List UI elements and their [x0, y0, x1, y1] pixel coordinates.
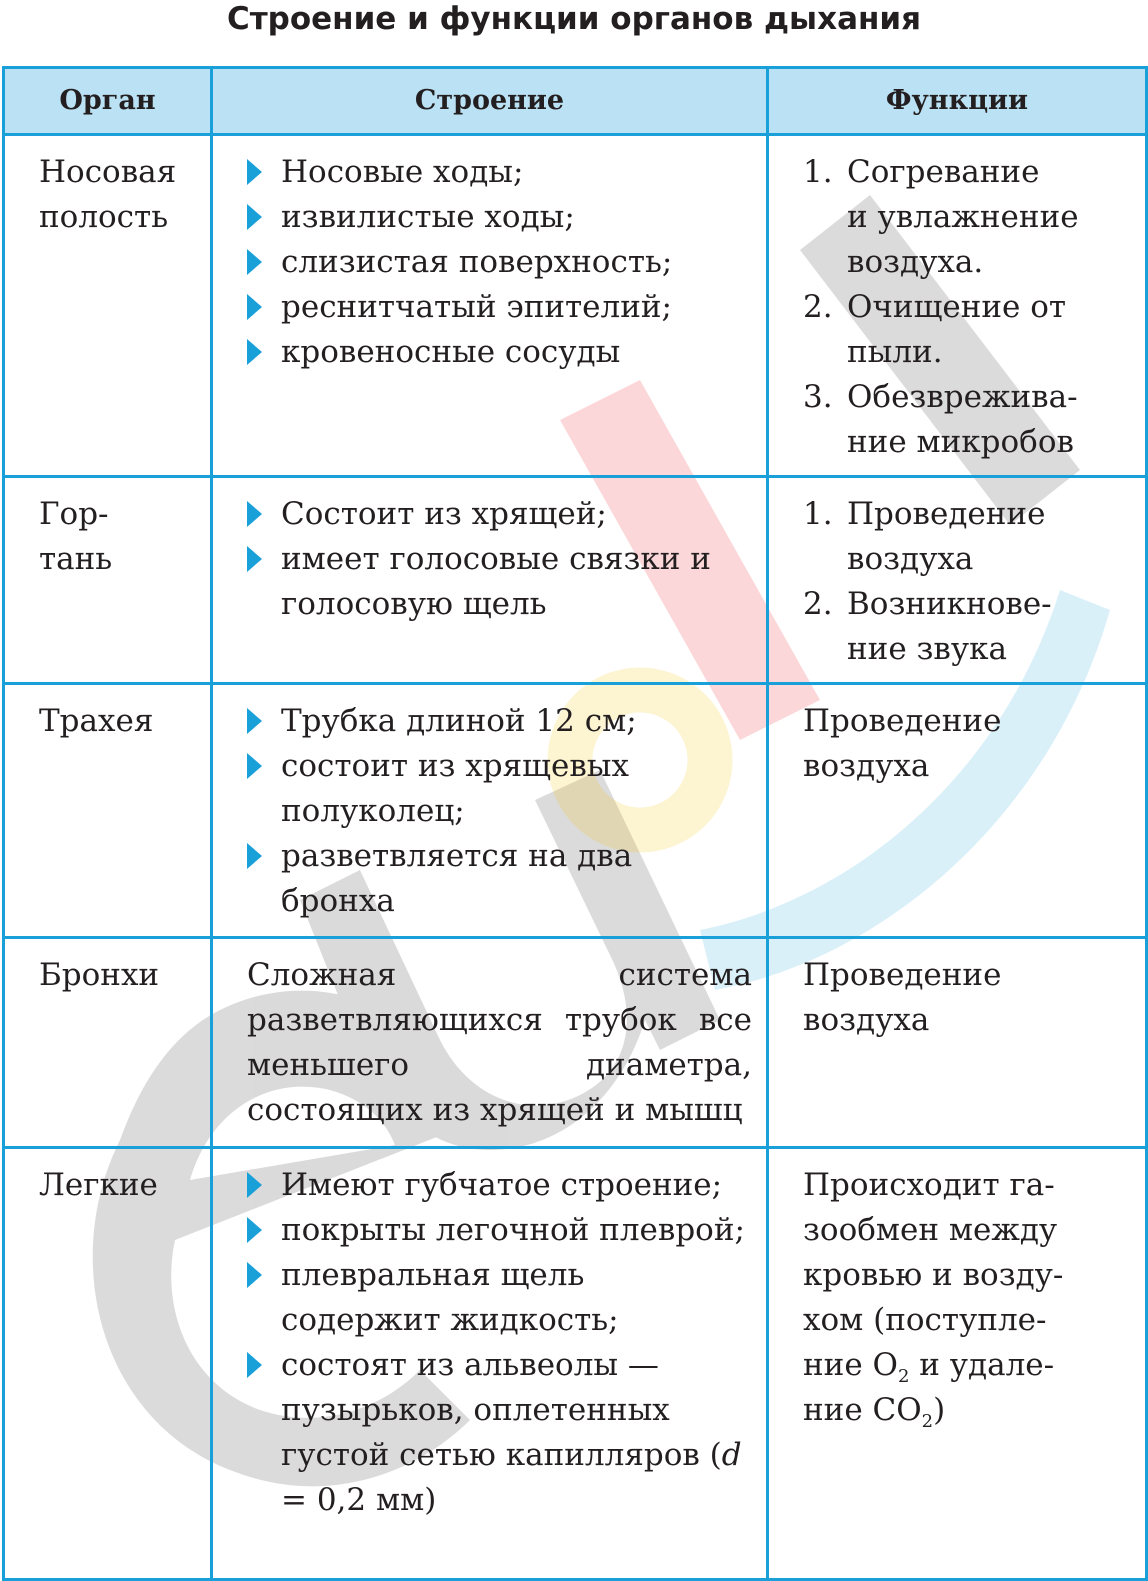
respiratory-organs-table [2, 66, 1148, 1581]
organ-name-line: Легкие [39, 1167, 158, 1203]
organ-cell [4, 684, 212, 938]
organ-name-line: Бронхи [39, 957, 160, 993]
list-item-text: Состоит из хрящей; [281, 496, 607, 532]
list-item [247, 195, 752, 240]
structure-cell [212, 477, 768, 684]
function-text-line: Происходит га- [803, 1167, 1055, 1203]
header-organ: Орган [4, 68, 212, 135]
functions-cell [768, 477, 1147, 684]
organ-cell [4, 938, 212, 1148]
list-item [247, 285, 752, 330]
list-number: 2. [803, 586, 833, 622]
function-text-part: и удале- [909, 1347, 1055, 1383]
function-text-line: Проведение [803, 703, 1002, 739]
list-item [247, 537, 752, 627]
page-title: Строение и функции органов дыхания [226, 1, 922, 37]
list-item [247, 1163, 752, 1208]
list-item-text: состоят из альвеолы — пузырьков, оплетенных густой сетью капилляров ( [281, 1347, 722, 1473]
organ-cell [4, 1148, 212, 1580]
function-text-line: хом (поступле- [803, 1302, 1047, 1338]
list-item-text: Обезврежива- [847, 379, 1078, 415]
organ-cell [4, 135, 212, 477]
subscript: 2 [897, 1366, 910, 1388]
list-item [247, 150, 752, 195]
table-header-row [4, 68, 1147, 135]
structure-cell [212, 1148, 768, 1580]
function-text-line [803, 1388, 1135, 1433]
structure-paragraph: Сложная система разветвляющихся трубок все меньшего диаметра, состоящих из хрящей и мышц [247, 957, 752, 1128]
list-item-text: ние микробов [847, 424, 1074, 460]
list-item [247, 744, 752, 834]
function-text-part: ние O [803, 1347, 898, 1383]
list-item-text: состоит из хрящевых полуколец; [281, 748, 629, 829]
structure-list [247, 699, 752, 924]
structure-list [247, 150, 752, 375]
function-text-line: воздуха [803, 1002, 930, 1038]
triangle-bullet-icon [247, 249, 262, 275]
header-structure: Строение [212, 68, 768, 135]
triangle-bullet-icon [247, 204, 262, 230]
triangle-bullet-icon [247, 1217, 262, 1243]
functions-cell [768, 1148, 1147, 1580]
list-item [247, 492, 752, 537]
functions-cell [768, 135, 1147, 477]
triangle-bullet-icon [247, 1352, 262, 1378]
list-item-text: реснитчатый эпителий; [281, 289, 672, 325]
organ-name-line: Носовая [39, 154, 177, 190]
list-item-text: разветвляется на два бронха [281, 838, 633, 919]
formula-variable: d [721, 1437, 742, 1473]
table-row [4, 1148, 1147, 1580]
list-item-text: имеет голосовые связки и голосовую щель [281, 541, 711, 622]
list-item [247, 1343, 752, 1523]
functions-cell [768, 938, 1147, 1148]
structure-cell [212, 135, 768, 477]
structure-list [247, 1163, 752, 1523]
list-item-text: Трубка длиной 12 см; [281, 703, 637, 739]
triangle-bullet-icon [247, 501, 262, 527]
list-number: 1. [803, 496, 833, 532]
function-text-part: ние CO [803, 1392, 922, 1428]
organ-cell [4, 477, 212, 684]
list-item [247, 330, 752, 375]
list-item [247, 240, 752, 285]
list-item [247, 1208, 752, 1253]
triangle-bullet-icon [247, 1172, 262, 1198]
function-text-line: Проведение [803, 957, 1002, 993]
triangle-bullet-icon [247, 708, 262, 734]
list-item-text: Согревание [847, 154, 1040, 190]
table-row [4, 477, 1147, 684]
list-item [803, 150, 1135, 285]
header-functions: Функции [768, 68, 1147, 135]
list-item-text: Возникнове- [847, 586, 1052, 622]
organ-name-line: Трахея [39, 703, 154, 739]
list-item [803, 492, 1135, 582]
function-text-part: ) [933, 1392, 946, 1428]
list-item-text: Имеют губчатое строение; [281, 1167, 723, 1203]
triangle-bullet-icon [247, 843, 262, 869]
subscript: 2 [921, 1411, 934, 1433]
list-number: 3. [803, 379, 833, 415]
function-text-line: кровью и возду- [803, 1257, 1064, 1293]
organ-name-line: тань [39, 541, 113, 577]
table-row [4, 135, 1147, 477]
list-item-text: ние звука [847, 631, 1007, 667]
list-item-text: пыли. [847, 334, 943, 370]
function-text-line: воздуха [803, 748, 930, 784]
triangle-bullet-icon [247, 294, 262, 320]
list-item-text: и увлажнение [847, 199, 1079, 235]
list-item [247, 834, 752, 924]
triangle-bullet-icon [247, 1262, 262, 1288]
list-number: 2. [803, 289, 833, 325]
functions-cell [768, 684, 1147, 938]
list-item-text: Очищение от [847, 289, 1067, 325]
structure-cell [212, 684, 768, 938]
triangle-bullet-icon [247, 753, 262, 779]
structure-cell [212, 938, 768, 1148]
list-item-text: воздуха. [847, 244, 984, 280]
list-item [247, 1253, 752, 1343]
list-item [803, 582, 1135, 672]
triangle-bullet-icon [247, 339, 262, 365]
list-item-text: плевральная щель содержит жидкость; [281, 1257, 619, 1338]
table-row [4, 684, 1147, 938]
list-item-text: Проведение [847, 496, 1046, 532]
triangle-bullet-icon [247, 546, 262, 572]
list-item-text: воздуха [847, 541, 974, 577]
list-item-text: кровеносные сосуды [281, 334, 621, 370]
triangle-bullet-icon [247, 159, 262, 185]
formula-rest: = 0,2 мм) [281, 1482, 437, 1518]
list-item-text: покрыты легочной плеврой; [281, 1212, 745, 1248]
list-item-text: слизистая поверхность; [281, 244, 673, 280]
list-item [803, 285, 1135, 375]
structure-list [247, 492, 752, 627]
function-text-line [803, 1343, 1135, 1388]
list-number: 1. [803, 154, 833, 190]
list-item [803, 375, 1135, 465]
organ-name-line: полость [39, 199, 169, 235]
list-item-text: Носовые ходы; [281, 154, 524, 190]
list-item-text: извилистые ходы; [281, 199, 575, 235]
organ-name-line: Гор- [39, 496, 109, 532]
functions-list [803, 150, 1135, 465]
list-item [247, 699, 752, 744]
functions-list [803, 492, 1135, 672]
function-text-line: зообмен между [803, 1212, 1058, 1248]
table-row [4, 938, 1147, 1148]
